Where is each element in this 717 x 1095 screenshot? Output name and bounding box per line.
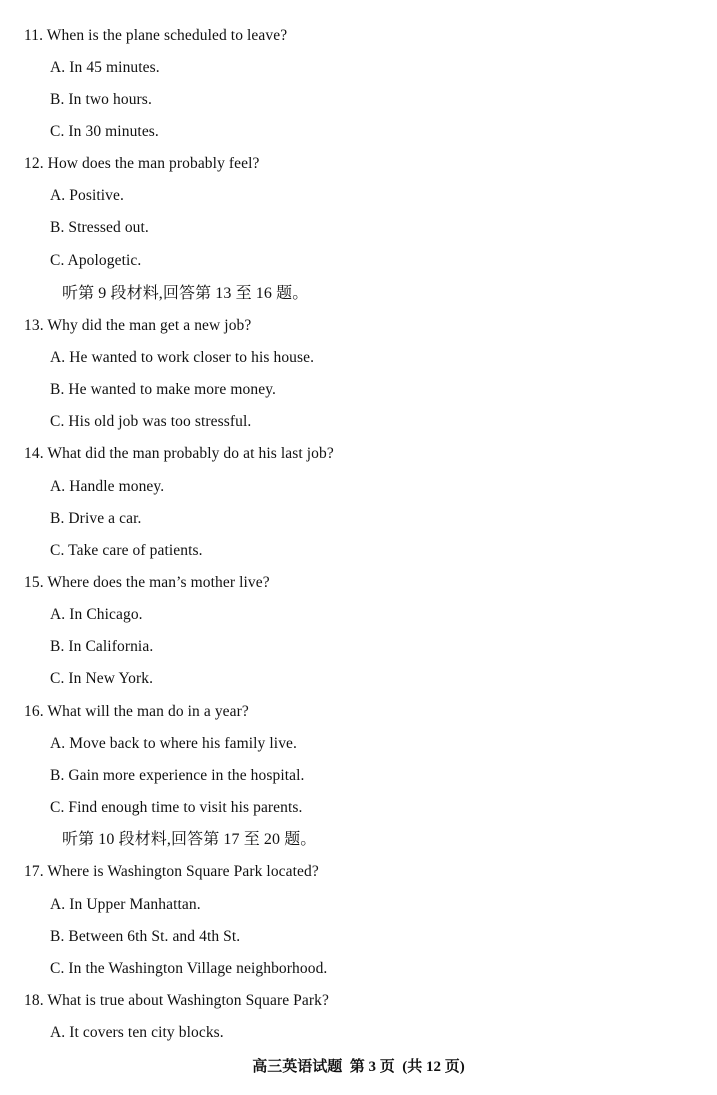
option-16-a: A. Move back to where his family live.	[50, 735, 298, 752]
page-footer: 高三英语试题 第 3 页 (共 12 页)	[252, 1059, 465, 1075]
option-17-c: C. In the Washington Village neighborhood.	[50, 960, 328, 977]
instruction-section-9: 听第 9 段材料,回答第 13 至 16 题。	[62, 285, 309, 302]
option-16-b: B. Gain more experience in the hospital.	[50, 767, 305, 784]
option-11-b: B. In two hours.	[50, 91, 152, 108]
instruction-section-10: 听第 10 段材料,回答第 17 至 20 题。	[62, 831, 317, 848]
option-14-b: B. Drive a car.	[50, 510, 142, 527]
option-16-c: C. Find enough time to visit his parents.	[50, 799, 303, 816]
option-13-c: C. His old job was too stressful.	[50, 413, 252, 430]
option-14-a: A. Handle money.	[50, 478, 165, 495]
question-17: 17. Where is Washington Square Park located?	[24, 863, 319, 880]
option-14-c: C. Take care of patients.	[50, 542, 203, 559]
option-11-c: C. In 30 minutes.	[50, 123, 159, 140]
question-15: 15. Where does the man’s mother live?	[24, 574, 270, 591]
option-15-b: B. In California.	[50, 638, 154, 655]
option-17-b: B. Between 6th St. and 4th St.	[50, 928, 241, 945]
option-15-c: C. In New York.	[50, 670, 154, 687]
question-16: 16. What will the man do in a year?	[24, 703, 249, 720]
option-17-a: A. In Upper Manhattan.	[50, 896, 201, 913]
option-18-a: A. It covers ten city blocks.	[50, 1024, 224, 1041]
question-11: 11. When is the plane scheduled to leave?	[24, 27, 288, 44]
option-12-b: B. Stressed out.	[50, 219, 149, 236]
option-13-a: A. He wanted to work closer to his house.	[50, 349, 315, 366]
question-18: 18. What is true about Washington Square Park?	[24, 992, 329, 1009]
question-14: 14. What did the man probably do at his last job?	[24, 445, 334, 462]
option-11-a: A. In 45 minutes.	[50, 59, 160, 76]
question-13: 13. Why did the man get a new job?	[24, 317, 252, 334]
option-12-a: A. Positive.	[50, 187, 124, 204]
option-13-b: B. He wanted to make more money.	[50, 381, 277, 398]
option-12-c: C. Apologetic.	[50, 252, 142, 269]
question-12: 12. How does the man probably feel?	[24, 155, 260, 172]
option-15-a: A. In Chicago.	[50, 606, 143, 623]
